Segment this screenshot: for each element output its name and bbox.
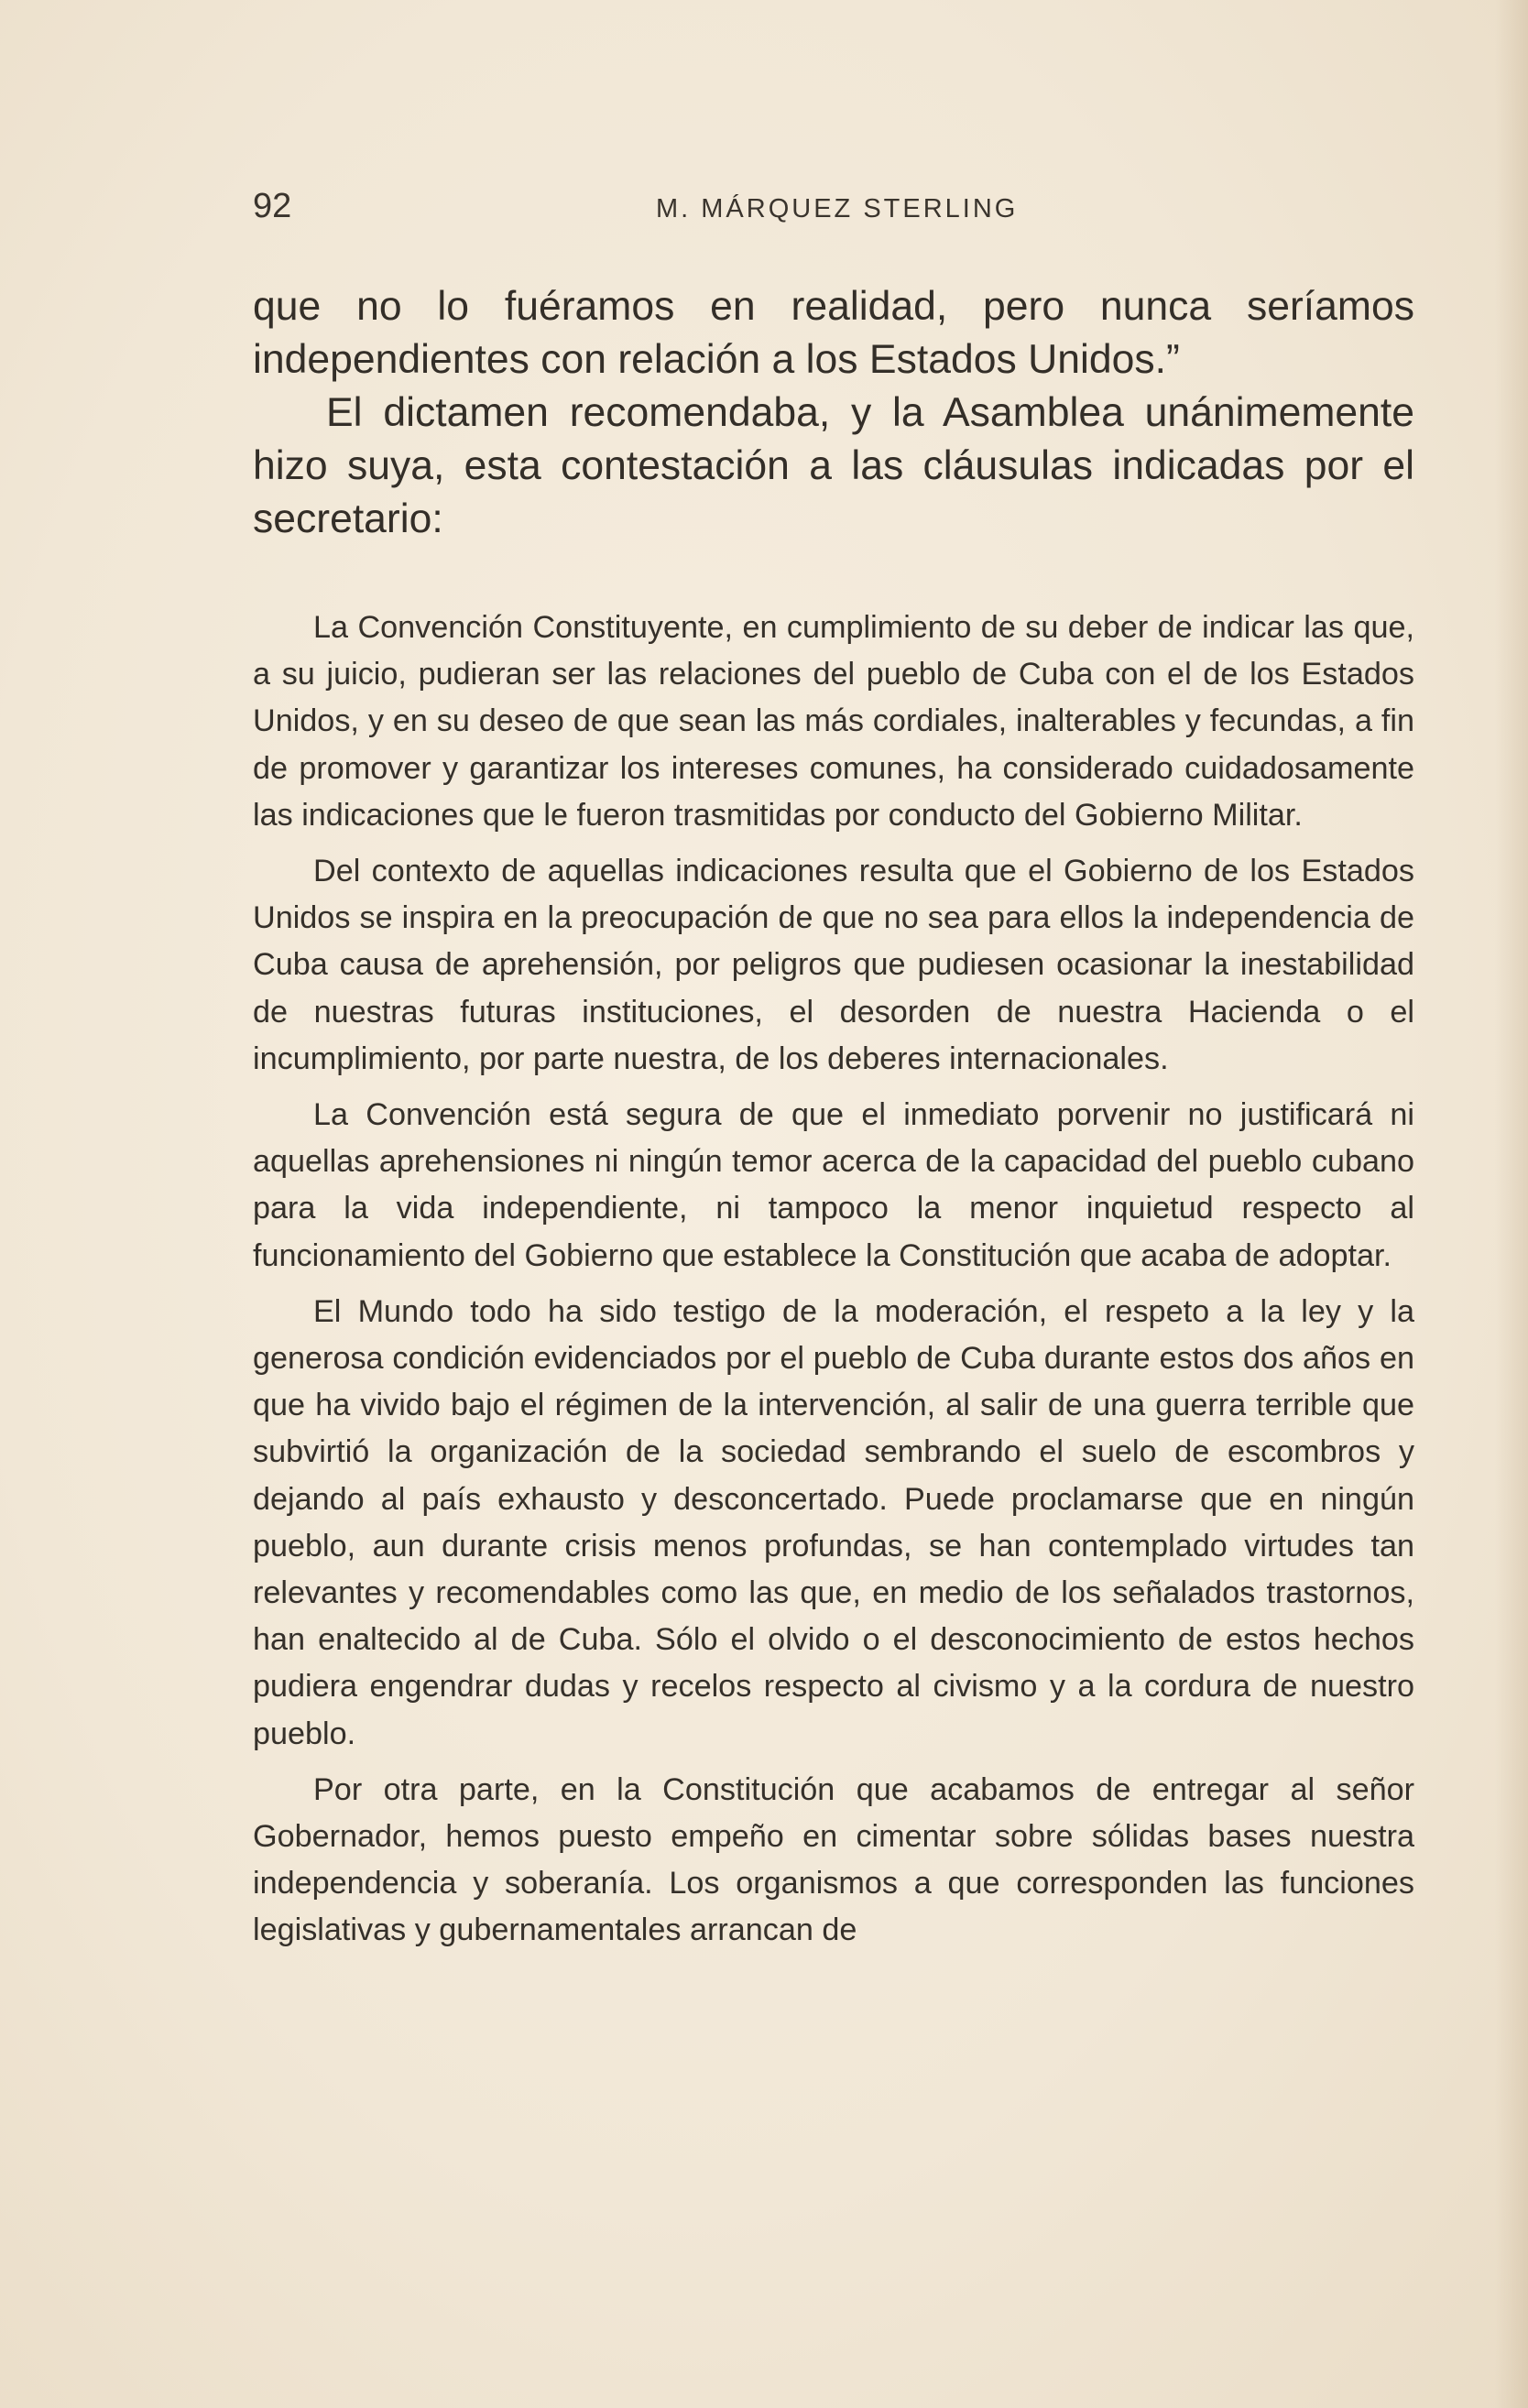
page-header <box>253 183 1414 238</box>
dictamen-paragraph: El dictamen recomendaba, y la Asamblea unánimemente hizo suya, esta contestación a las cláusulas indicadas por el secretario: <box>253 390 1414 541</box>
running-head: M. MÁRQUEZ STERLING <box>656 194 1019 223</box>
quoted-response <box>253 605 1414 1964</box>
intro-paragraph: que no lo fuéramos en realidad, pero nunca seríamos independientes con relación a los Estados Unidos.” <box>253 284 1414 382</box>
quote-paragraph: Del contexto de aquellas indicaciones resulta que el Gobierno de los Estados Unidos se inspira en la preocupación de que no sea para ellos la independencia de Cuba causa de aprehensión, por peligros que pudiesen ocasionar la inestabilidad de nuestras futuras instituciones, el desorden de nuestra Hacienda o el incumplimiento, por parte nuestra, de los deberes internacionales. <box>253 854 1414 1076</box>
quote-paragraph: El Mundo todo ha sido testigo de la moderación, el respeto a la ley y la generosa condición evidenciados por el pueblo de Cuba durante estos dos años en que ha vivido bajo el régimen de la intervención, al salir de una guerra terrible que subvirtió la organización de la sociedad sembrando el suelo de escombros y dejando al país exhausto y desconcertado. Puede proclamarse que en ningún pueblo, aun durante crisis menos profundas, se han contemplado virtudes tan relevantes y recomendables como las que, en medio de los señalados trastornos, han enaltecido al de Cuba. Sólo el olvido o el desconocimiento de estos hechos pudiera engendrar dudas y recelos respecto al civismo y a la cordura de nuestro pueblo. <box>253 1293 1414 1751</box>
quote-paragraph: La Convención Constituyente, en cumplimiento de su deber de indicar las que, a su juicio, pudieran ser las relaciones del pueblo de Cuba con el de los Estados Unidos, y en su deseo de que sean las más cordiales, inalterables y fecundas, a fin de promover y garantizar los intereses comunes, ha considerado cuidadosamente las indicaciones que le fueron trasmitidas por conducto del Gobierno Militar. <box>253 610 1414 833</box>
page-number: 92 <box>253 187 292 225</box>
quote-paragraph: Por otra parte, en la Constitución que acabamos de entregar al señor Gobernador, hemos puesto empeño en cimentar sobre sólidas bases nuestra independencia y soberanía. Los organismos a que corresponden las funciones legislativas y gubernamentales arrancan de <box>253 1771 1414 1948</box>
main-text <box>253 280 1414 546</box>
quote-paragraph: La Convención está segura de que el inmediato porvenir no justificará ni aquellas aprehensiones ni ningún temor acerca de la capacidad del pueblo cubano para la vida independiente, ni tampoco la menor inquietud respecto al funcionamiento del Gobierno que establece la Constitución que acaba de adoptar. <box>253 1097 1414 1273</box>
page-edge-shadow <box>1495 0 1528 2408</box>
